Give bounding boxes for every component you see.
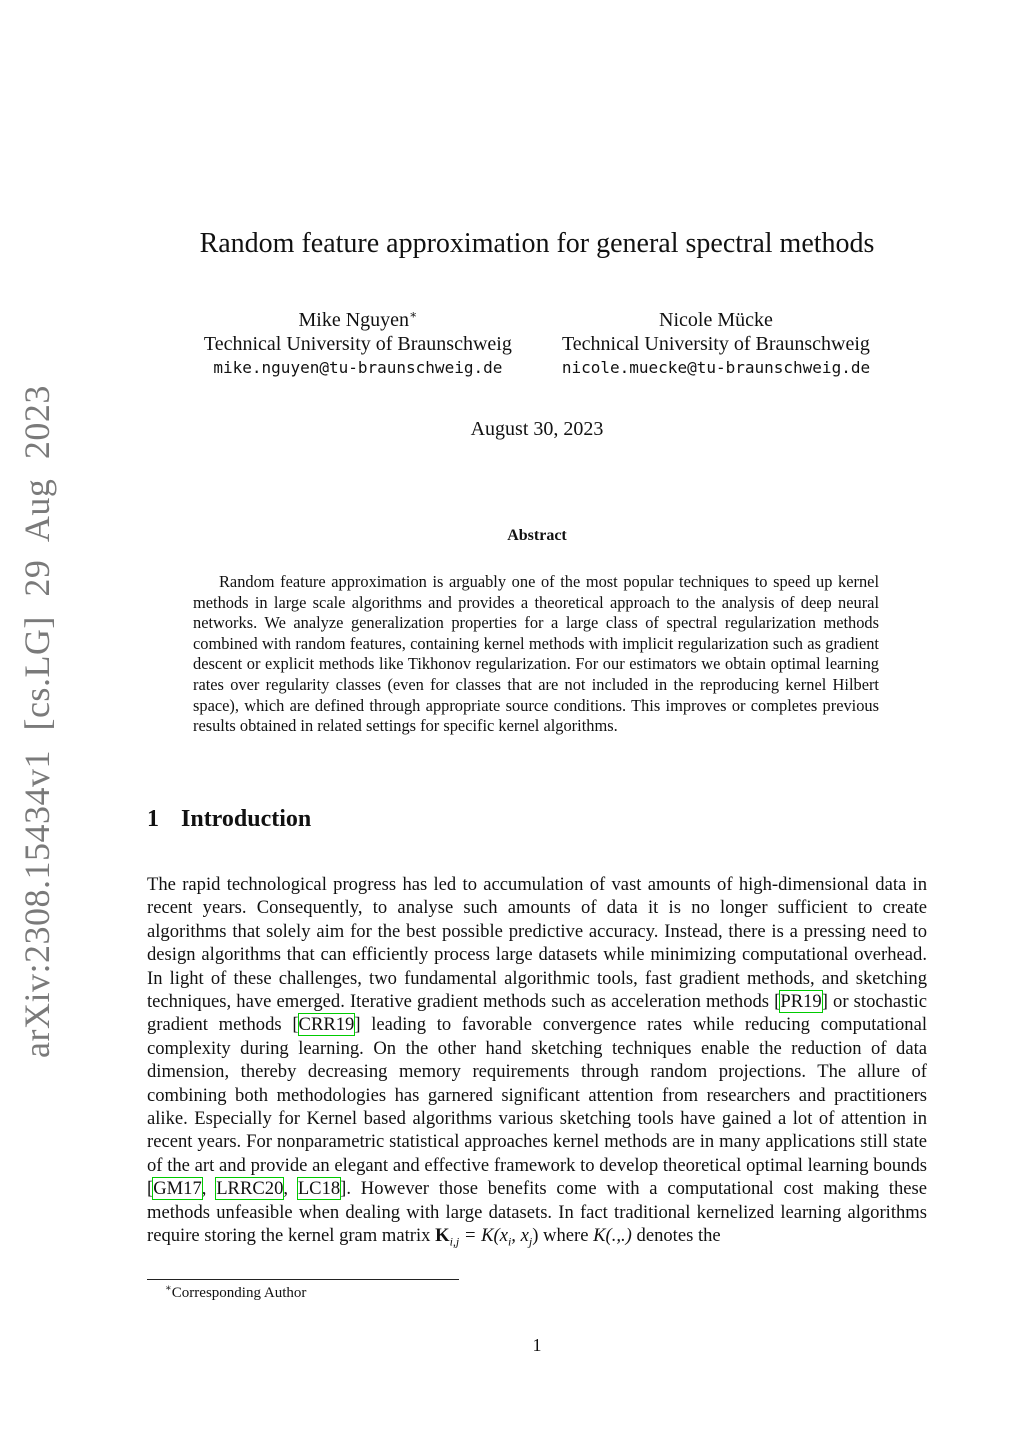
- intro-text-5: where: [538, 1225, 594, 1247]
- citation-pr19[interactable]: PR19: [780, 991, 822, 1013]
- math-close-paren: ): [532, 1225, 539, 1247]
- section-heading-introduction: [147, 806, 311, 833]
- citation-gm17[interactable]: GM17: [153, 1178, 202, 1200]
- math-kernel-matrix-symbol: K: [435, 1225, 450, 1247]
- arxiv-identifier-stamp[interactable]: arXiv:2308.15434v1 [cs.LG] 29 Aug 2023: [17, 385, 57, 1058]
- footnote-divider: [147, 1279, 459, 1280]
- section-number: 1: [147, 806, 159, 832]
- author-1-name: Mike Nguyen: [298, 309, 410, 331]
- author-1-name-line: [204, 308, 512, 332]
- intro-text-2: or stochastic gradient methods: [147, 991, 928, 1036]
- citation-lrrc20[interactable]: LRRC20: [216, 1178, 284, 1200]
- author-2-name: Nicole Mücke: [659, 309, 773, 331]
- citation-crr19[interactable]: CRR19: [298, 1014, 355, 1036]
- section-title: Introduction: [181, 806, 312, 832]
- math-sub-j: j: [528, 1234, 533, 1249]
- math-kernel-matrix-subscript: i,j: [449, 1234, 460, 1249]
- author-1-affiliation: Technical University of Braunschweig: [203, 333, 512, 355]
- citation-lc18[interactable]: LC18: [297, 1178, 341, 1200]
- intro-text-3: leading to favorable convergence rates while reducing computational complexity during learning. On the other hand sketching techniques enable the reduction of data dimension, thereby decreasing memory requirements through random projections. The allure of combining both methodologies has garnered significant attention from researchers and practitioners alike. Especially for Kernel based algorithms various sketching tools have gained a lot of attention in recent years. For nonparametric statistical approaches kernel methods are in many applications still state of the art and provide an elegant and effective framework to develop theoretical optimal learning bounds: [147, 1014, 927, 1176]
- author-1-email[interactable]: mike.nguyen@tu-braunschweig.de: [213, 358, 503, 377]
- author-block: [0, 308, 1024, 380]
- math-kernel-function: K(.,.): [593, 1225, 632, 1247]
- math-sub-i: i: [507, 1234, 512, 1249]
- intro-text-1: The rapid technological progress has led to accumulation of vast amounts of high-dimensional data in recent years. Consequently, to analyse such amounts of data it is no longer sufficient to create algorithms that solely aim for the best possible predictive accuracy. Instead, there is a pressing need to design algorithms that can efficiently process large datasets while minimizing computational overhead. In light of these challenges, two fundamental algorithmic tools, fast gradient methods, and sketching techniques, have emerged. Iterative gradient methods such as acceleration methods: [147, 874, 927, 1013]
- intro-text-4: . However those benefits come with a computational cost making these methods unfeasible when dealing with large datasets. In fact traditional kernelized learning algorithms require storing the kernel gram matrix: [147, 1178, 928, 1247]
- math-equals-kx: = K(x: [459, 1225, 508, 1247]
- author-2: [562, 308, 870, 380]
- abstract-text: Random feature approximation is arguably one of the most popular techniques to speed up kernel methods in large scale algorithms and provides a theoretical approach to the analysis of deep neural networks. We analyze generalization properties for a large class of spectral regularization methods combined with random features, containing kernel methods with implicit regularization such as gradient descent or explicit methods like Tikhonov regularization. For our estimators we obtain optimal learning rates over regularity classes (even for classes that are not included in the reproducing kernel Hilbert space), which are defined through appropriate source conditions. This improves or completes previous results obtained in related settings for specific kernel algorithms.: [193, 572, 879, 736]
- footnote-text: Corresponding Author: [171, 1285, 307, 1301]
- abstract-heading: Abstract: [507, 527, 567, 544]
- math-comma-x: , x: [511, 1225, 529, 1247]
- author-2-email[interactable]: nicole.muecke@tu-braunschweig.de: [561, 358, 871, 377]
- publication-date: August 30, 2023: [470, 418, 604, 440]
- intro-text-6: denotes the: [631, 1225, 721, 1247]
- footnote: [165, 1285, 306, 1302]
- introduction-paragraph: The rapid technological progress has led to accumulation of vast amounts of high-dimensional data in recent years. Consequently, to analyse such amounts of data it is no longer sufficient to create algorithms that solely aim for the best possible predictive accuracy. Instead, there is a pressing need to design algorithms that can efficiently process large datasets while minimizing computational overhead. In light of these challenges, two fundamental algorithmic tools, fast gradient methods, and sketching techniques, have emerged. Iterative gradient methods such as acceleration methods [PR19] or stochastic gradient methods [CRR19] leading to favorable convergence rates while reducing computational complexity during learning. On the other hand sketching techniques enable the reduction of data dimension, thereby decreasing memory requirements through random projections. The allure of combining both methodologies has garnered significant attention from researchers and practitioners alike. Especially for Kernel based algorithms various sketching tools have gained a lot of attention in recent years. For nonparametric statistical approaches kernel methods are in many applications still state of the art and provide an elegant and effective framework to develop theoretical optimal learning bounds [GM17, LRRC20, LC18]. However those benefits come with a computational cost making these methods unfeasible when dealing with large datasets. In fact traditional kernelized learning algorithms require storing the kernel gram matrix $K_{i,j} = K(x_i$, $x_j$) where K(.,.) denotes the: [147, 874, 928, 1249]
- page-number: 1: [532, 1335, 542, 1355]
- author-2-affiliation: Technical University of Braunschweig: [561, 333, 870, 355]
- paper-title: Random feature approximation for general spectral methods: [199, 228, 875, 259]
- footnote-marker: ∗: [165, 1283, 172, 1294]
- author-1-footnote-marker[interactable]: ∗: [409, 307, 418, 322]
- author-1: [204, 308, 512, 380]
